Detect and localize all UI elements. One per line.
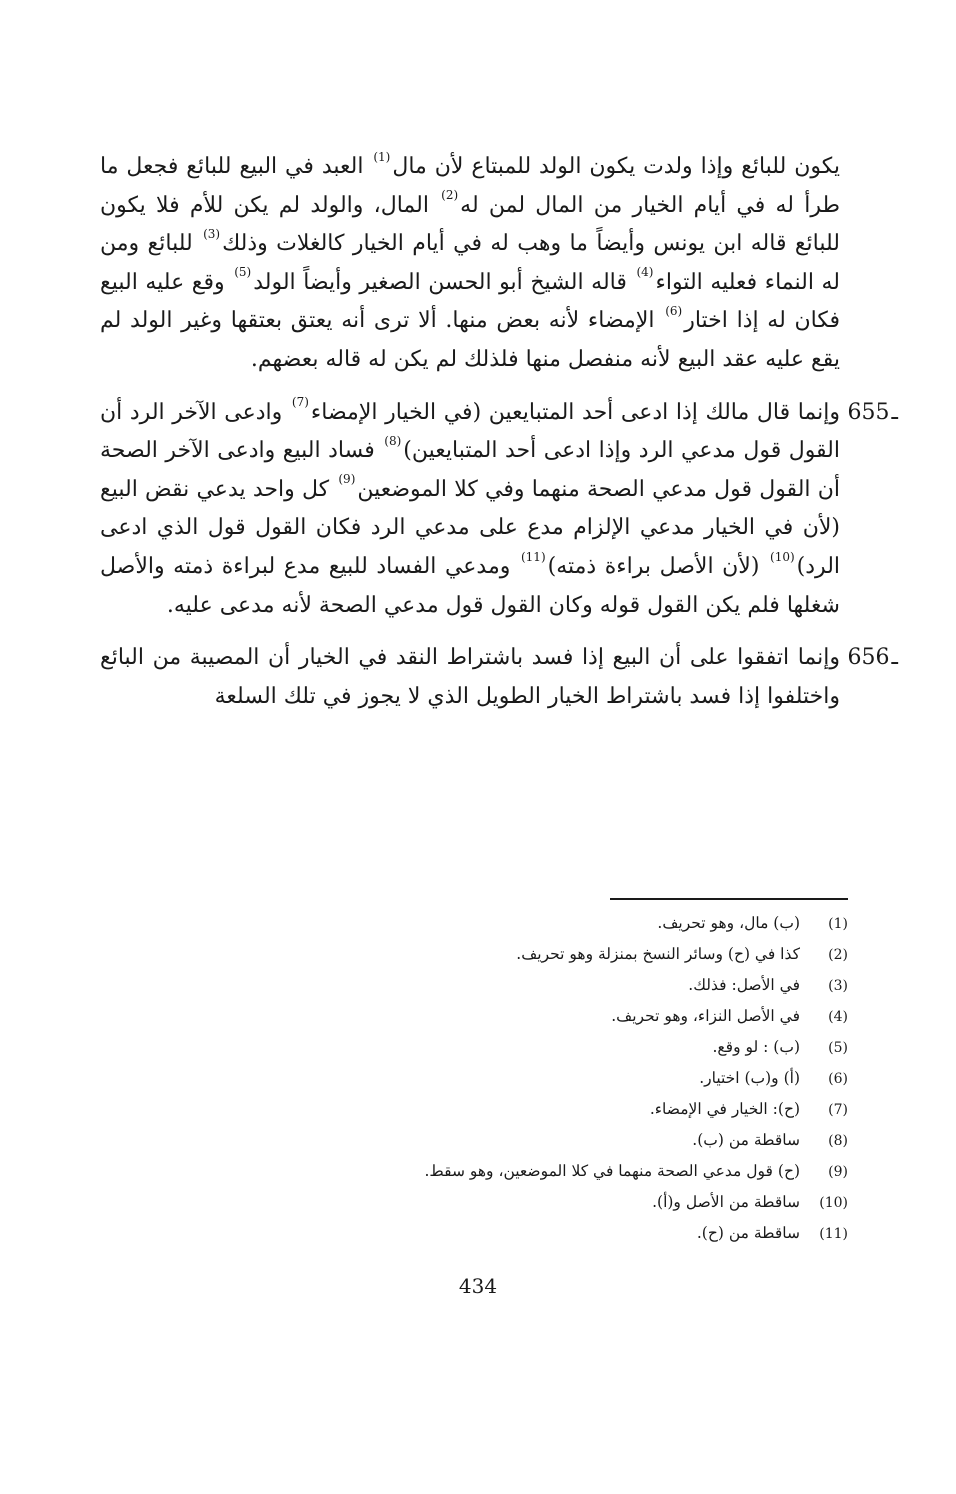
footnote-number: (2)	[828, 947, 848, 963]
paragraph-segment: وإنما اتفقوا على أن البيع إذا فسد باشتراط النقد في الخيار أن المصيبة من البائع واختلفوا إذا فسد باشتراط الخيار الطويل الذي لا يجوز في تلك السلعة	[100, 645, 840, 709]
footnote-item	[88, 1032, 848, 1063]
footnote-number: (3)	[828, 978, 848, 994]
footnote-number: (6)	[828, 1071, 848, 1087]
footnote-item	[88, 1218, 848, 1249]
footnote-marker: (10)	[770, 549, 795, 564]
footnote-item	[88, 1187, 848, 1218]
footnote-marker: (5)	[234, 265, 252, 280]
paragraph-number	[848, 394, 898, 433]
footnote-text: في الأصل النزاء، وهو تحريف.	[611, 1007, 800, 1025]
footnote-marker: (11)	[520, 549, 546, 564]
footnote-marker: (3)	[203, 226, 221, 241]
intro-segment: وقع عليه البيع فكان له إذا اختار	[100, 269, 841, 334]
footnote-marker: (7)	[291, 395, 309, 410]
footnote-marker: (2)	[441, 188, 459, 203]
paragraph-number-value: 656	[847, 645, 890, 671]
footnote-number: (10)	[819, 1195, 848, 1211]
paragraph-segment: ومدعي الفساد للبيع مدع لبراءة ذمته والأصل شغلها فلم يكن القول قوله وكان القول قول مدعي الصحة لأنه مدعى عليه.	[100, 553, 840, 618]
paragraph-number-value: 655	[847, 399, 890, 425]
footnote-text: (ح): الخيار في الإمضاء.	[649, 1100, 800, 1118]
footnote-number: (7)	[828, 1102, 848, 1118]
main-text	[100, 148, 898, 730]
intro-paragraph	[100, 148, 840, 380]
footnote-marker: (8)	[384, 433, 402, 448]
footnote-number: (9)	[828, 1164, 848, 1180]
footnote-item	[88, 1001, 848, 1032]
paragraph-dash: ـ	[891, 399, 898, 425]
footnote-item	[88, 970, 848, 1001]
footnote-item	[88, 908, 848, 939]
paragraph-segment: وإنما قال مالك إذا ادعى أحد المتبايعين (في الخيار الإمضاء	[310, 399, 840, 425]
paragraph-655	[100, 394, 898, 626]
paragraph-segment: (لأن الأصل براءة ذمته)	[547, 553, 760, 579]
paragraph-number	[848, 639, 898, 678]
footnote-number: (11)	[819, 1226, 848, 1242]
page-number: 434	[458, 1274, 498, 1298]
paragraph-segment: وادعى الآخر الرد أن القول قول مدعي الرد وإذا ادعى أحد المتبايعين)	[100, 399, 841, 464]
footnote-number: (1)	[828, 916, 848, 932]
footnote-marker: (4)	[636, 265, 654, 280]
footnote-number: (5)	[828, 1040, 848, 1056]
footnotes-list	[88, 908, 848, 1249]
intro-segment: الإمضاء لأنه بعض منها. ألا ترى أنه يعتق بعتقها وغير الولد لم يقع عليه عقد البيع لأنه منفصل منها فلذلك لم يكن له قاله بعضهم.	[100, 308, 840, 372]
footnote-separator	[610, 898, 848, 900]
paragraph-segment: كل واحد يدعي نقض البيع (لأن في الخيار مدعي الإلزام مدع على مدعي الرد فكان القول قول الذي ادعى الرد)	[100, 476, 841, 579]
footnote-item	[88, 1094, 848, 1125]
intro-segment: المال، والولد لم يكن للأم فلا يكون للبائع قاله ابن يونس وأيضاً ما وهب له في أيام الخيار كالغلات وذلك	[100, 192, 840, 257]
footnote-text: كذا في (ح) وسائر النسخ بمنزلة وهو تحريف.	[516, 945, 800, 963]
footnote-item	[88, 1125, 848, 1156]
footnote-text: في الأصل: فذلك.	[688, 976, 800, 994]
paragraph-dash: ـ	[891, 645, 898, 671]
intro-segment: يكون للبائع وإذا ولدت يكون الولد للمبتاع لأن مال	[392, 154, 840, 179]
footnote-number: (8)	[828, 1133, 848, 1149]
footnote-text: (ب) مال، وهو تحريف.	[657, 914, 800, 932]
footnote-marker: (6)	[665, 304, 683, 319]
footnote-text: ساقطة من الأصل و(أ).	[652, 1193, 800, 1211]
intro-segment: للبائع ومن له النماء فعليه التواء	[100, 231, 841, 295]
footnote-number: (4)	[828, 1009, 848, 1025]
footnote-item	[88, 1063, 848, 1094]
footnote-text: (أ) و(ب) اختيار.	[699, 1069, 800, 1087]
footnote-marker: (1)	[373, 149, 391, 164]
footnote-text: ساقطة من (ح).	[696, 1224, 800, 1242]
footnote-item	[88, 1156, 848, 1187]
paragraph-segment: فساد البيع وادعى الآخر الصحة أن القول قول مدعي الصحة منهما وفي كلا الموضعين	[100, 438, 841, 502]
footnote-marker: (9)	[338, 472, 356, 487]
footnote-text: ساقطة من (ب).	[692, 1131, 800, 1149]
intro-segment: قاله الشيخ أبو الحسن الصغير وأيضاً الولد	[253, 269, 627, 295]
intro-segment: العبد في البيع للبائع فجعل ما طرأ له في أيام الخيار من المال لمن له	[100, 154, 840, 218]
footnote-item	[88, 939, 848, 970]
paragraph-656	[100, 639, 898, 716]
footnote-text: (ب) : لو وقع.	[712, 1038, 800, 1056]
footnote-text: (ح) قول مدعي الصحة منهما في كلا الموضعين، وهو سقط.	[424, 1162, 800, 1180]
